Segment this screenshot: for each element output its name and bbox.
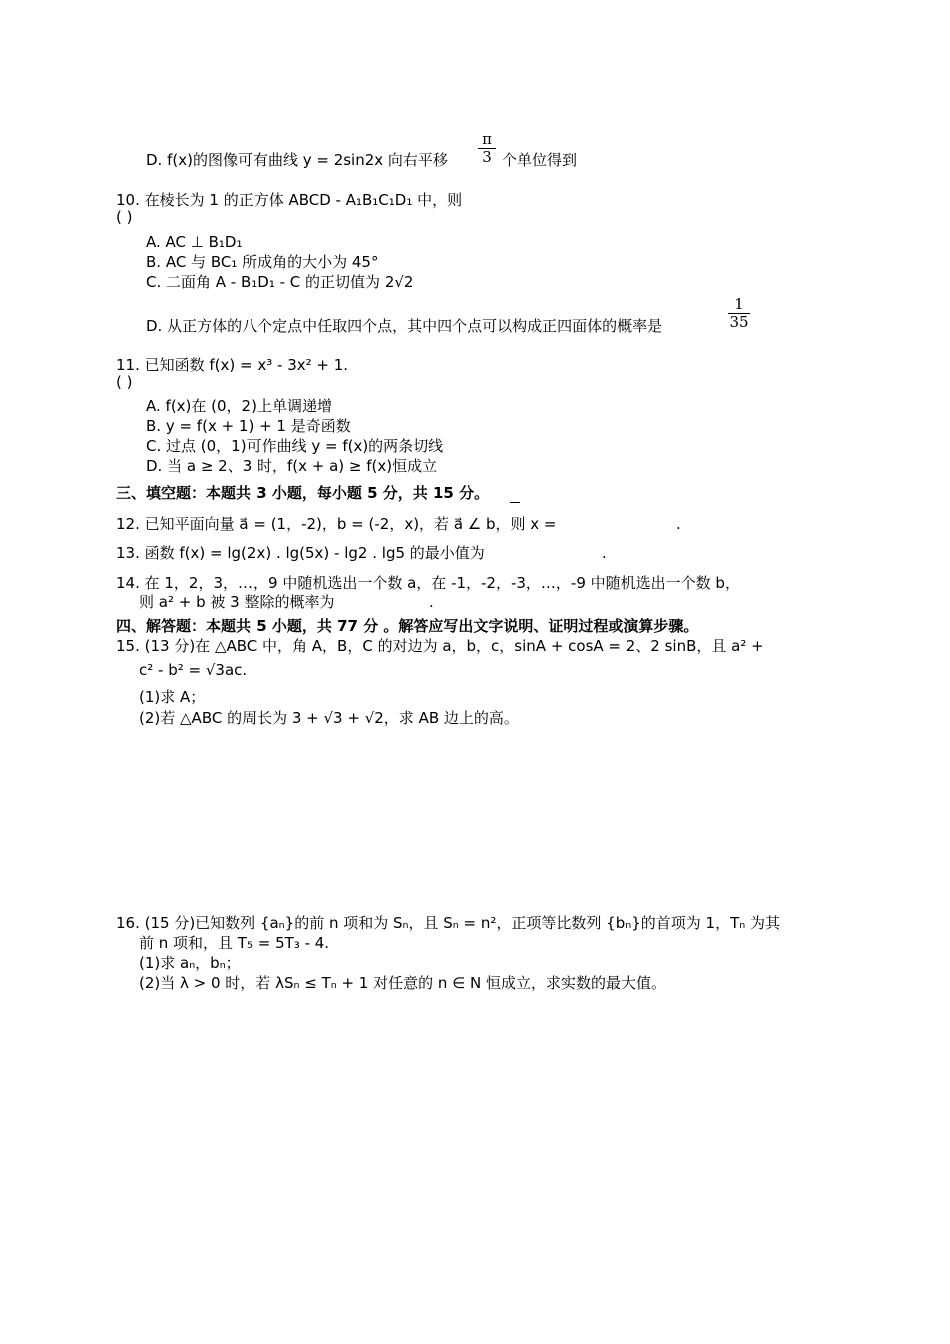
q10-option-d: D. 从正方体的八个定点中任取四个点，其中四个点可以构成正四面体的概率是 — [146, 317, 663, 335]
q15-part-1: (1)求 A； — [139, 688, 206, 706]
q12-text: 12. 已知平面向量 a⃗ = (1，-2)，b = (-2，x)，若 a⃗ ∠ b，则 x = — [116, 515, 557, 533]
q9-fraction — [478, 132, 496, 165]
q13-text: 13. 函数 f(x) = lg(2x) . lg(5x) - lg2 . lg5 的最小值为 — [116, 544, 485, 562]
q15-part-2: (2)若 △ABC 的周长为 3 + √3 + √2，求 AB 边上的高。 — [139, 709, 519, 727]
q10-answer-paren: ( ) — [116, 208, 133, 226]
q11-option-c: C. 过点 (0，1)可作曲线 y = f(x)的两条切线 — [146, 437, 444, 455]
q11-option-a: A. f(x)在 (0，2)上单调递增 — [146, 397, 332, 415]
q11-option-d: D. 当 a ≥ 2、3 时，f(x + a) ≥ f(x)恒成立 — [146, 457, 438, 475]
q9-fraction-numerator: π — [482, 130, 492, 148]
q10-option-a: A. AC ⊥ B₁D₁ — [146, 233, 243, 251]
q12-end: . — [676, 515, 681, 533]
q9-option-d-tail: 个单位得到 — [502, 151, 578, 169]
section-3-heading: 三、填空题：本题共 3 小题，每小题 5 分，共 15 分。 — [116, 484, 490, 502]
q10-fraction — [728, 297, 750, 330]
q10-fraction-numerator: 1 — [734, 295, 744, 313]
q16-part-2: (2)当 λ > 0 时，若 λSₙ ≤ Tₙ + 1 对任意的 n ∈ N 恒成立，求实数的最大值。 — [139, 974, 666, 992]
q16-line-1: 16. (15 分)已知数列 {aₙ}的前 n 项和为 Sₙ，且 Sₙ = n²，正项等比数列 {bₙ}的首项为 1，Tₙ 为其 — [116, 914, 780, 932]
q10-fraction-denominator: 35 — [729, 313, 749, 331]
q11-option-b: B. y = f(x + 1) + 1 是奇函数 — [146, 417, 351, 435]
section-4-heading: 四、解答题：本题共 5 小题，共 77 分 。解答应写出文字说明、证明过程或演算步骤。 — [116, 617, 699, 635]
q10-stem: 10. 在棱长为 1 的正方体 ABCD - A₁B₁C₁D₁ 中，则 — [116, 191, 463, 209]
q14-line-2: 则 a² + b 被 3 整除的概率为 — [139, 593, 335, 611]
q9-fraction-denominator: 3 — [482, 148, 492, 166]
q11-answer-paren: ( ) — [116, 373, 133, 391]
q14-end: . — [429, 593, 434, 611]
q10-option-c: C. 二面角 A - B₁D₁ - C 的正切值为 2√2 — [146, 273, 414, 291]
q13-end: . — [602, 544, 607, 562]
q15-line-2: c² - b² = √3ac. — [139, 661, 248, 679]
q9-option-d: D. f(x)的图像可有曲线 y = 2sin2x 向右平移 — [146, 151, 448, 169]
q10-option-b: B. AC 与 BC₁ 所成角的大小为 45° — [146, 253, 379, 271]
q14-line-1: 14. 在 1，2，3，…，9 中随机选出一个数 a，在 -1，-2，-3，…，-9 中随机选出一个数 b， — [116, 574, 740, 592]
q15-line-1: 15. (13 分)在 △ABC 中，角 A，B，C 的对边为 a，b，c，sinA + cosA = 2、2 sinB，且 a² + — [116, 637, 764, 655]
section-3-underline — [510, 502, 520, 503]
q16-part-1: (1)求 aₙ，bₙ； — [139, 954, 241, 972]
q16-line-2: 前 n 项和，且 T₅ = 5T₃ - 4. — [139, 934, 330, 952]
q11-stem: 11. 已知函数 f(x) = x³ - 3x² + 1. — [116, 356, 349, 374]
